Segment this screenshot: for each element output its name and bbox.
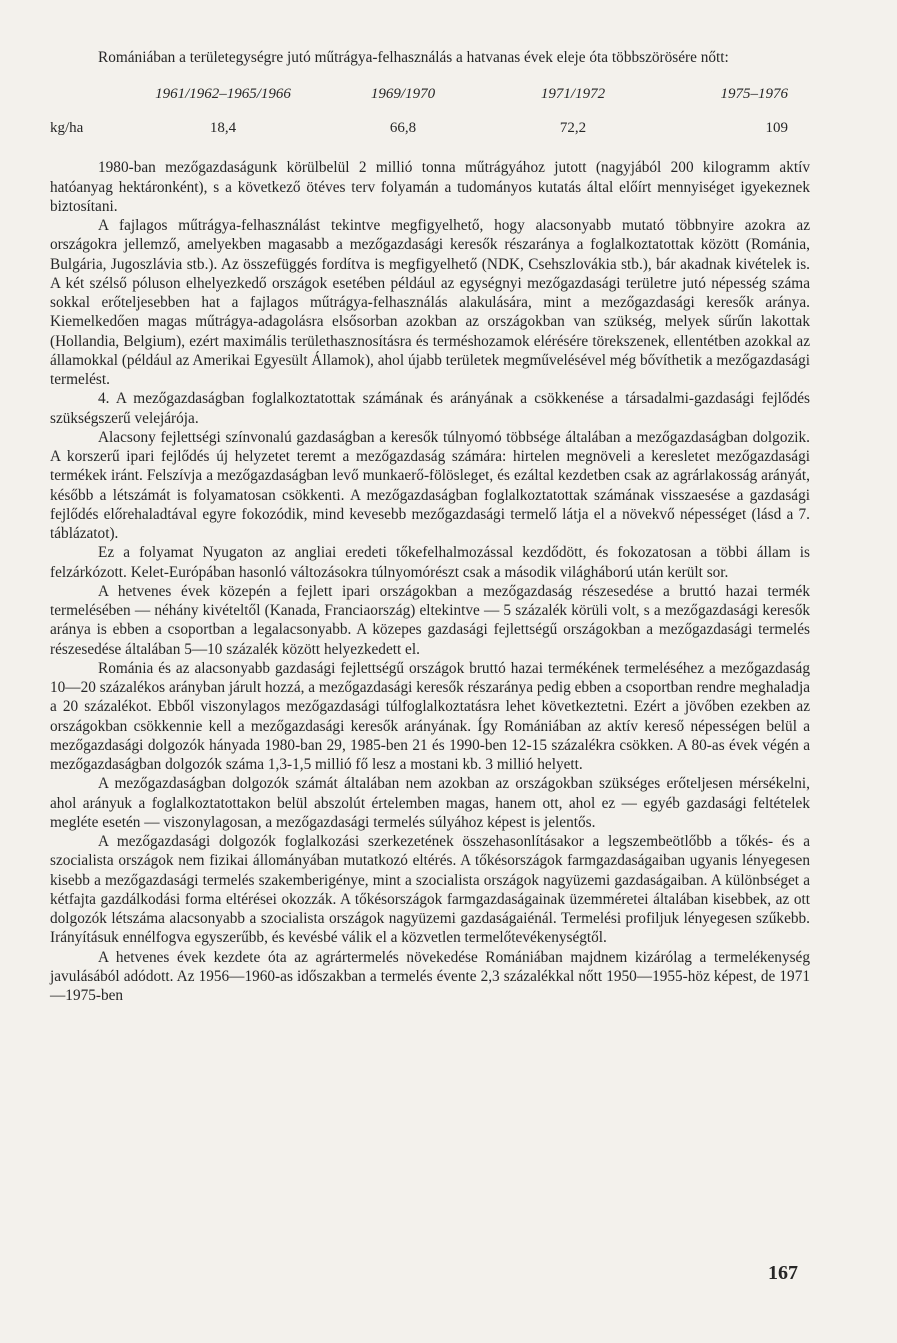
body-paragraph: Románia és az alacsonyabb gazdasági fejlettségű országok bruttó hazai termékének termeléséhez a mezőgazdaság 10—20 százalékos arányban járult hozzá, a mezőgazdasági keresők részaránya pedig ebben a csoportban rendre meghaladja a 20 százalékot. Ebből viszonylagos mezőgazdasági túlfoglalkoztatásra lehet következtetni. Ezért a jövőben ezekben az országokban csökkennie kell a mezőgazdasági keresők arányának. Így Romániában az aktív kereső népességen belül a mezőgazdasági dolgozók hányada 1980-ban 29, 1985-ben 21 és 1990-ben 12-15 százalékra csökken. A 80-as évek végén a mezőgazdaságban dolgozók száma 1,3-1,5 millió fő lesz a mostani kb. 3 millió helyett. (50, 659, 810, 773)
page-body (50, 48, 810, 1005)
body-paragraph: A mezőgazdasági dolgozók foglalkozási szerkezetének összehasonlításakor a legszembeötlőbb a tőkés- és a szocialista országok nem fizikai állományában mutatkozó eltérés. A tőkésországok farmgazdaságaiban ugyanis lényegesen kisebb a mezőgazdasági termelés szakemberigénye, mint a szocialista országok nagyüzemi gazdaságaiban. A különbséget a kétfajta gazdálkodási forma eltérései okozzák. A tőkésországok farmgazdaságainak üzemméretei általában kisebbek, az ott dolgozók létszáma alacsonyabb a szocialista országok nagyüzemi gazdaságaiénál. Termelési profiljuk lényegesen szűkebb. Irányításuk ennélfogva egyszerűbb, és kevésbé válik el a közvetlen termelőtevékenységtől. (50, 833, 810, 947)
table-row (50, 120, 795, 142)
fertilizer-table (50, 86, 795, 142)
body-paragraph: Alacsony fejlettségi színvonalú gazdaságban a keresők túlnyomó többsége általában a mezőgazdaságban dolgozik. A korszerű ipari fejlődés új helyzetet teremt a mezőgazdaság számára: hirtelen megnöveli a keresletet mezőgazdasági termékek iránt. Felszívja a mezőgazdaságban levő munkaerő-fölösleget, és ezáltal kezdetben csak az agrárlakosság arányát, később a létszámát is folyamatosan csökkenti. A mezőgazdaságban foglalkoztatottak számának visszaesése a gazdasági fejlődés előrehaladtával egyre fokozódik, mind kevesebb mezőgazdasági termelő látja el a növekvő népességet (lásd a 7. táblázatot). (50, 428, 810, 542)
table-cell: kg/ha (50, 120, 84, 137)
body-paragraph: A hetvenes évek közepén a fejlett ipari országokban a mezőgazdaság részesedése a bruttó hazai termék termelésében — néhány kivételtől (Kanada, Franciaország) eltekintve — 5 százalék körüli volt, s a mezőgazdasági keresők aránya is ebben a csoportban a legalacsonyabb. A közepes gazdasági fejlettségű országokban a mezőgazdasági termelés részesedése általában 5—10 százalék között helyezkedett el. (50, 582, 810, 658)
page-number: 167 (768, 1262, 798, 1284)
body-paragraph: A hetvenes évek kezdete óta az agrártermelés növekedése Romániában majdnem kizárólag a termelékenység javulásából adódott. Az 1956—1960-as időszakban a termelés évente 2,3 százalékkal nőtt 1950—1955-höz képest, de 1971—1975-ben (50, 948, 810, 1004)
table-cell: 66,8 (389, 120, 417, 137)
body-paragraph: 1980-ban mezőgazdaságunk körülbelül 2 millió tonna műtrágyához jutott (nagyjából 200 kilogramm aktív hatóanyag hektáronként), s a következő ötéves terv folyamán a tudományos kutatás által előírt mennyiséget igyekeznek biztosítani. (50, 159, 810, 215)
table-cell: 72,2 (559, 120, 587, 137)
body-paragraph: A fajlagos műtrágya-felhasználást tekintve megfigyelhető, hogy alacsonyabb mutató többnyire azokra az országokra jellemző, amelyekben magasabb a mezőgazdasági keresők részaránya a foglalkoztatottak között (Románia, Bulgária, Jugoszlávia stb.). Az összefüggés fordítva is megfigyelhető (NDK, Csehszlovákia stb.), bár akadnak kivételek is. A két szélső póluson elhelyezkedő országok esetében például az egységnyi mezőgazdasági területre jutó népesség száma sokkal erőteljesebben hat a fajlagos műtrágya-felhasználás alakulására, mint a mezőgazdasági keresők aránya. Kiemelkedően magas műtrágya-adagolásra elsősorban azokban az országokban van szükség, melyek sűrűn lakottak (Hollandia, Belgium), ezért maximális területhasznosításra és terméshozamok elérésére törekszenek, ellentétben azokkal az államokkal (például az Amerikai Egyesült Államok), ahol újabb területek megművelésével még bővíthetik a mezőgazdasági termelést. (50, 217, 810, 388)
intro-paragraph: Romániában a területegységre jutó műtrágya-felhasználás a hatvanas évek eleje óta többszörösére nőtt: (98, 49, 729, 66)
table-header-cell: 1969/1970 (370, 86, 436, 103)
section-heading: 4. A mezőgazdaságban foglalkoztatottak számának és arányának a csökkenése a társadalmi-gazdasági fejlődés szükségszerű velejárója. (50, 390, 810, 427)
table-header-cell: 1971/1972 (540, 86, 606, 103)
table-header-cell: 1975–1976 (720, 86, 788, 103)
table-header-cell: 1961/1962–1965/1966 (155, 86, 291, 103)
body-paragraph: A mezőgazdaságban dolgozók számát általában nem azokban az országokban szükséges erőteljesen mérsékelni, ahol arányuk a foglalkoztatottakon belül abszolút értelemben magas, hanem ott, ahol ez — egyéb gazdasági feltételek megléte esetén — viszonylagosan, a mezőgazdasági termelés súlyához képest is jelentős. (50, 775, 810, 831)
table-header-row (50, 86, 795, 108)
body-paragraph: Ez a folyamat Nyugaton az angliai eredeti tőkefelhalmozással kezdődött, és fokozatosan a többi állam is felzárkózott. Kelet-Európában hasonló változásokra túlnyomórészt csak a második világháború után került sor. (50, 544, 810, 581)
table-cell: 18,4 (209, 120, 237, 137)
table-cell: 109 (765, 120, 788, 137)
